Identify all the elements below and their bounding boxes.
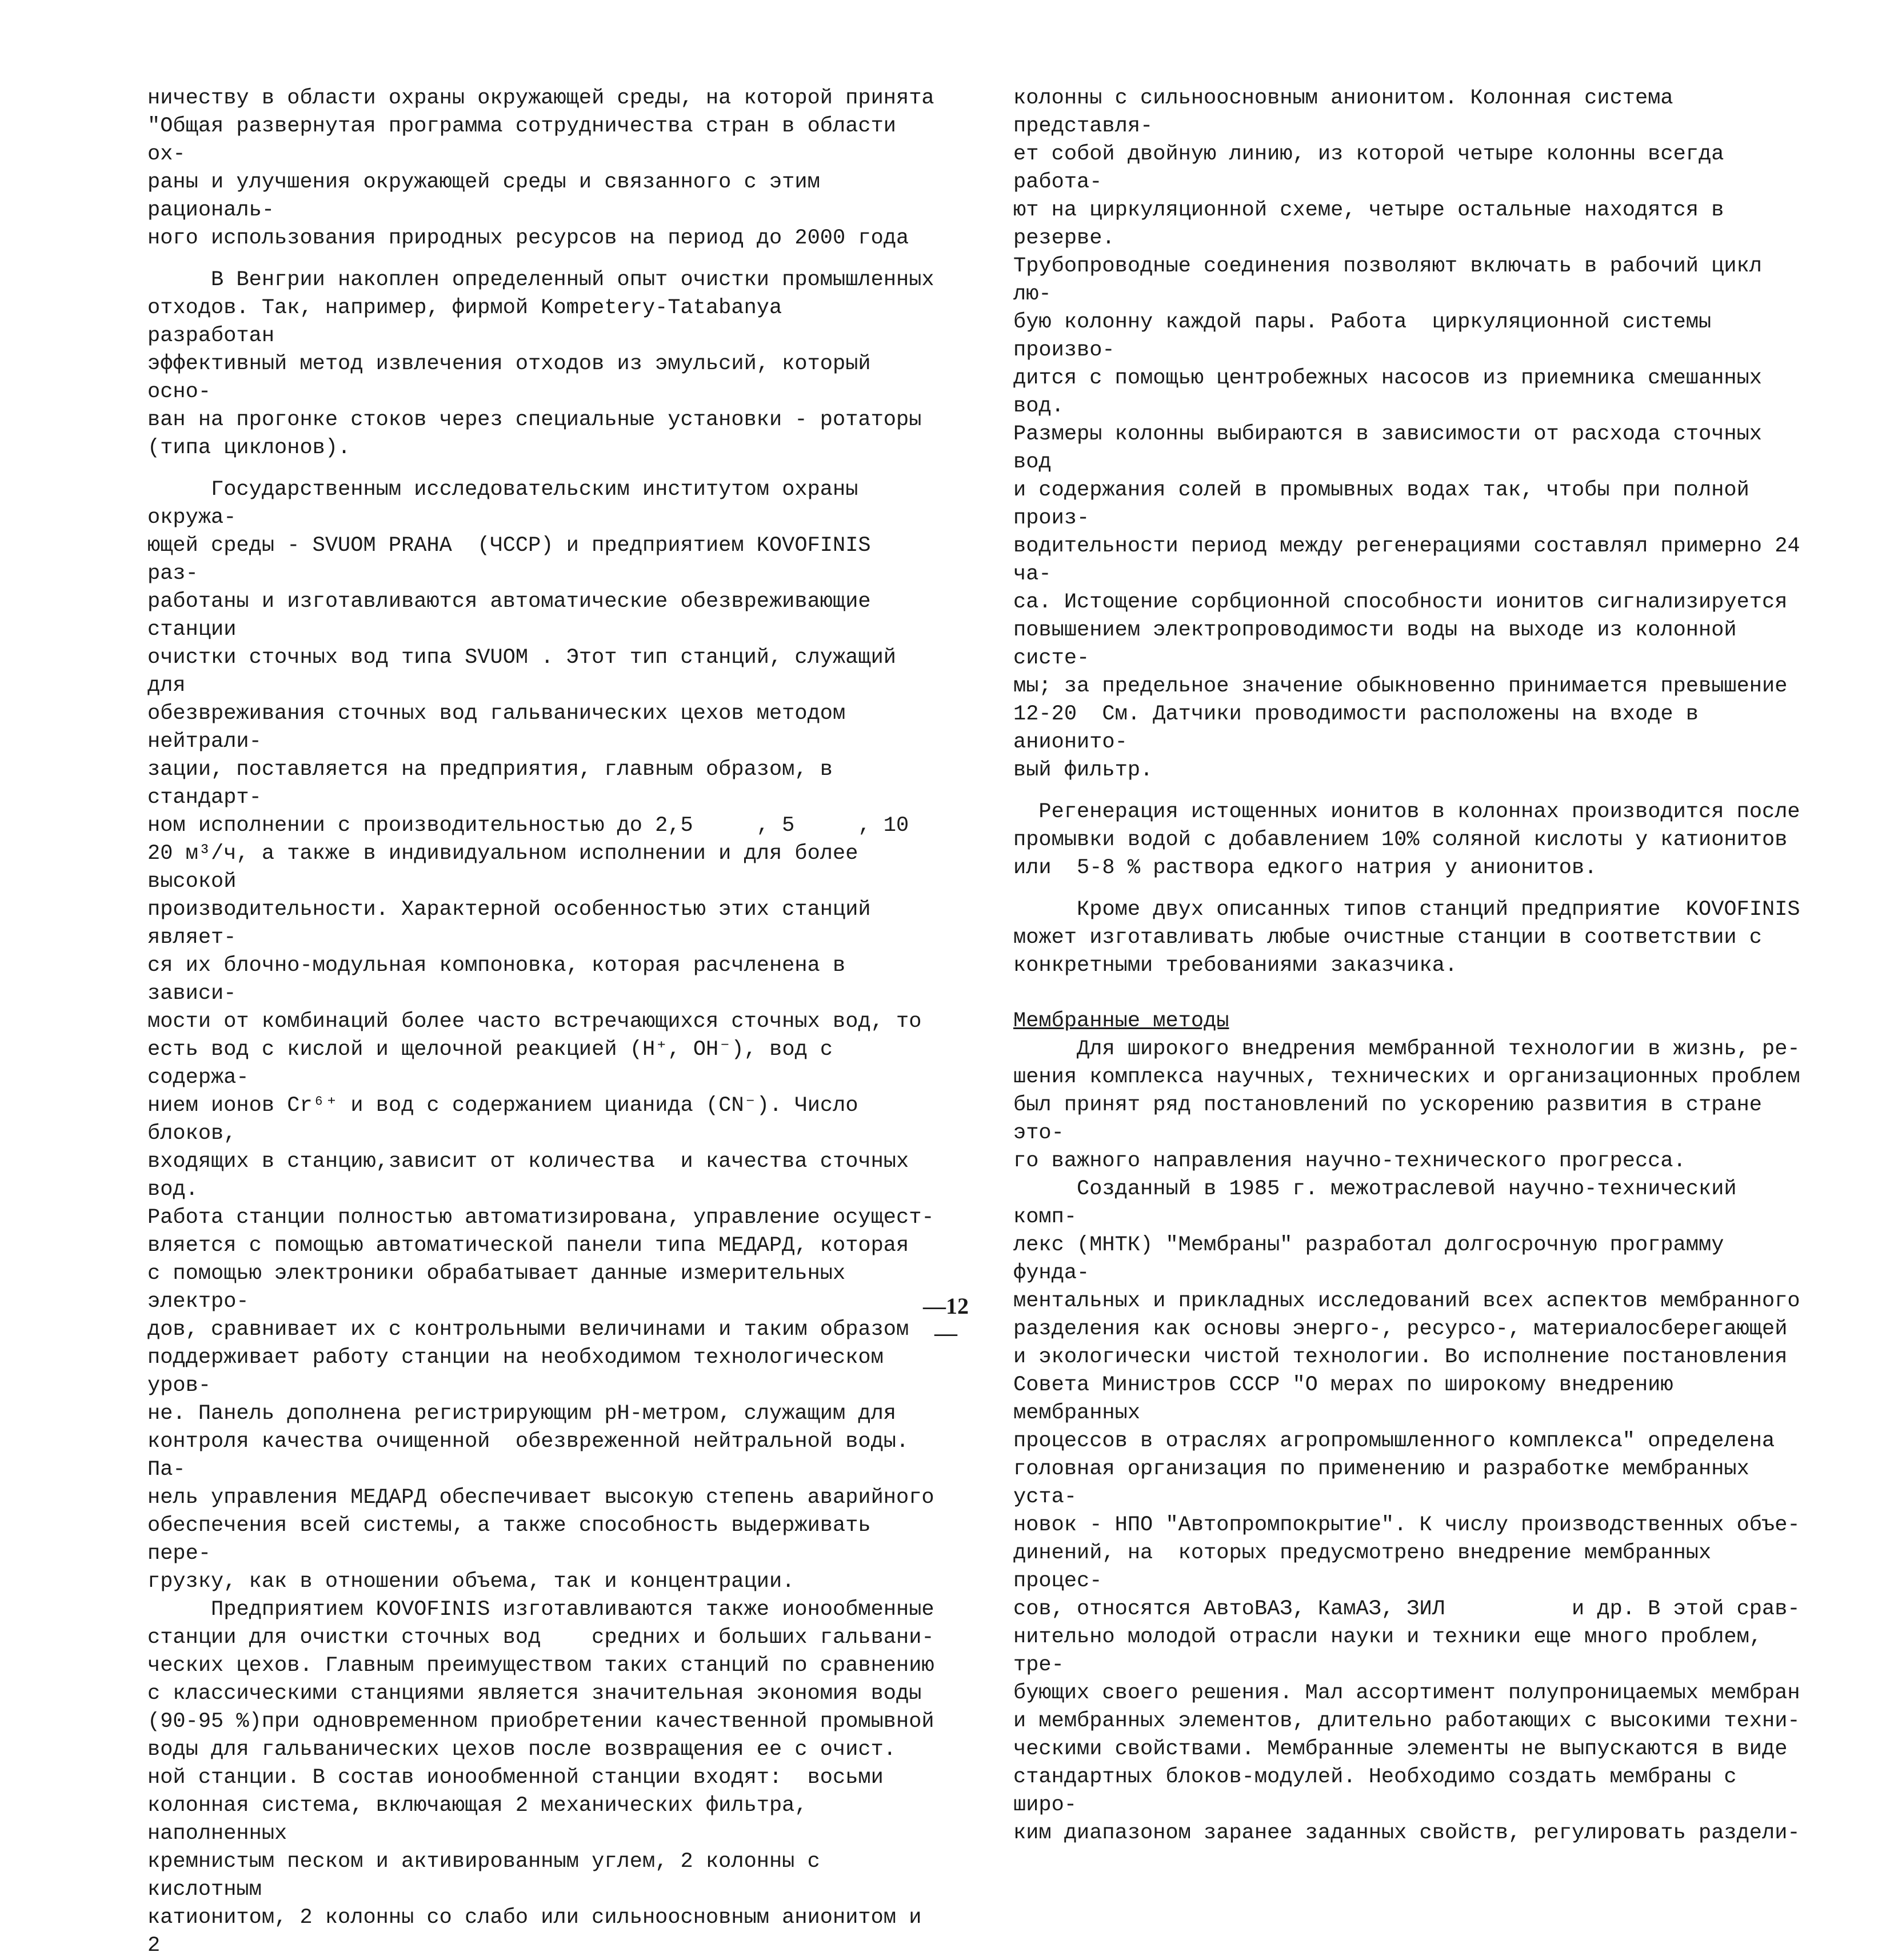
left-column [147,85,936,1960]
left-paragraph-3: Государственным исследовательским институтом охраны окружа- ющей среды - SVUOM PRAHA (ЧССР) и предприятием KOVOFINIS раз- работаны и изготавливаются автоматические обезвреживающие станции очистки сточных вод типа SVUOM . Этот тип станций, служащий для обезвреживания сточных вод гальванических цехов методом нейтрали- зации, поставляется на предприятия, главным образом, в стандарт- ном исполнении с производительностью до 2,5 , 5 , 10 20 м³/ч, а также в индивидуальном исполнении и для более высокой производительности. Характерной особенностью этих станций являет- ся их блочно-модульная компоновка, которая расчленена в зависи- мости от комбинаций более часто встречающихся сточных вод, то есть вод с кислой и щелочной реакцией (H⁺, OH⁻), вод с содержа- нием ионов Cr⁶⁺ и вод с содержанием цианида (CN⁻). Число блоков, входящих в станцию,зависит от количества и качества сточных вод. Работа станции полностью автоматизирована, управление осущест- вляется с помощью автоматической панели типа МЕДАРД, которая с помощью электроники обрабатывает данные измерительных электро- дов, сравнивает их с контрольными величинами и таким образом поддерживает работу станции на необходимом технологическом уров- не. Панель дополнена регистрирующим pH-метром, служащим для контроля качества очищенной обезвреженной нейтральной воды. Па- нель управления МЕДАРД обеспечивает высокую степень аварийного обеспечения всей системы, а также способность выдерживать пере- грузку, как в отношении объема, так и концентрации. [147,478,934,1594]
right-paragraph-5: Созданный в 1985 г. межотраслевой научно-технический комп- лекс (МНТК) "Мембраны" разработал долгосрочную программу фунда- ментальных и прикладных исследований всех аспектов мембранного разделения как основы энерго-, ресурсо-, материалосберегающей и экологически чистой технологии. Во исполнение постановления Совета Министров СССР "О мерах по широкому внедрению мембранных процессов в отраслях агропромышленного комплекса" определена головная организация по применению и разработке мембранных уста- новок - НПО "Автопромпокрытие". К числу производственных объе- динений, на которых предусмотрено внедрение мембранных процес- сов, относятся АвтоВАЗ, КамАЗ, ЗИЛ и др. В этой срав- нительно молодой отрасли науки и техники еще много проблем, тре- бующих своего решения. Мал ассортимент полупроницаемых мембран и мембранных элементов, длительно работающих с высокими техни- ческими свойствами. Мембранные элементы не выпускаются в виде стандартных блоков-модулей. Необходимо создать мембраны с широ- ким диапазоном заранее заданных свойств, регулировать раздели- [1013,1177,1800,1845]
left-paragraph-2: В Венгрии накоплен определенный опыт очистки промышленных отходов. Так, например, фирмой Kompetery-Tatabanya разработан эффективный метод извлечения отходов из эмульсий, который осно- ван на прогонке стоков через специальные установки - ротаторы (типа циклонов). [147,268,934,460]
right-paragraph-2: Регенерация истощенных ионитов в колоннах производится после промывки водой с добавлением 10% соляной кислоты у катионитов или 5-8 % раствора едкого натрия у анионитов. [1013,800,1800,880]
page-number: —12— [923,1293,969,1346]
right-column [1013,85,1802,1847]
right-paragraph-4: Для широкого внедрения мембранной технологии в жизнь, ре- шения комплекса научных, технических и организационных проблем был принят ряд постановлений по ускорению развития в стране это- го важного направления научно-технического прогресса. [1013,1037,1800,1173]
right-paragraph-1: колонны с сильноосновным анионитом. Колонная система представля- ет собой двойную линию, из которой четыре колонны всегда работа- ют на циркуляционной схеме, четыре остальные находятся в резерве. Трубопроводные соединения позволяют включать в рабочий цикл лю- бую колонну каждой пары. Работа циркуляционной системы произво- дится с помощью центробежных насосов из приемника смешанных вод. Размеры колонны выбираются в зависимости от расхода сточных вод и содержания солей в промывных водах так, чтобы при полной произ- водительности период между регенерациями составлял примерно 24 ча- са. Истощение сорбционной способности ионитов сигнализируется повышением электропроводимости воды на выходе из колонной систе- мы; за предельное значение обыкновенно принимается превышение 12-20 См. Датчики проводимости расположены на входе в анионито- вый фильтр. [1013,86,1800,782]
section-heading: Мембранные методы [1013,1009,1229,1033]
left-paragraph-4: Предприятием KOVOFINIS изготавливаются также ионообменные станции для очистки сточных вод средних и больших гальвани- ческих цехов. Главным преимуществом таких станций по сравнению с классическими станциями является значительная экономия воды (90-95 %)при одновременном приобретении качественной промывной воды для гальванических цехов после возвращения ее с очист. ной станции. В состав ионообменной станции входят: восьми колонная система, включающая 2 механических фильтра, наполненных кремнистым песком и активированным углем, 2 колонны с кислотным катионитом, 2 колонны со слабо или сильноосновным анионитом и 2 [147,1598,934,1958]
left-paragraph-1: ничеству в области охраны окружающей среды, на которой принята "Общая развернутая программа сотрудничества стран в области ох- раны и улучшения окружающей среды и связанного с этим рациональ- ного использования природных ресурсов на период до 2000 года [147,86,934,250]
right-paragraph-3: Кроме двух описанных типов станций предприятие KOVOFINIS может изготавливать любые очистные станции в соответствии с конкретными требованиями заказчика. [1013,898,1800,978]
